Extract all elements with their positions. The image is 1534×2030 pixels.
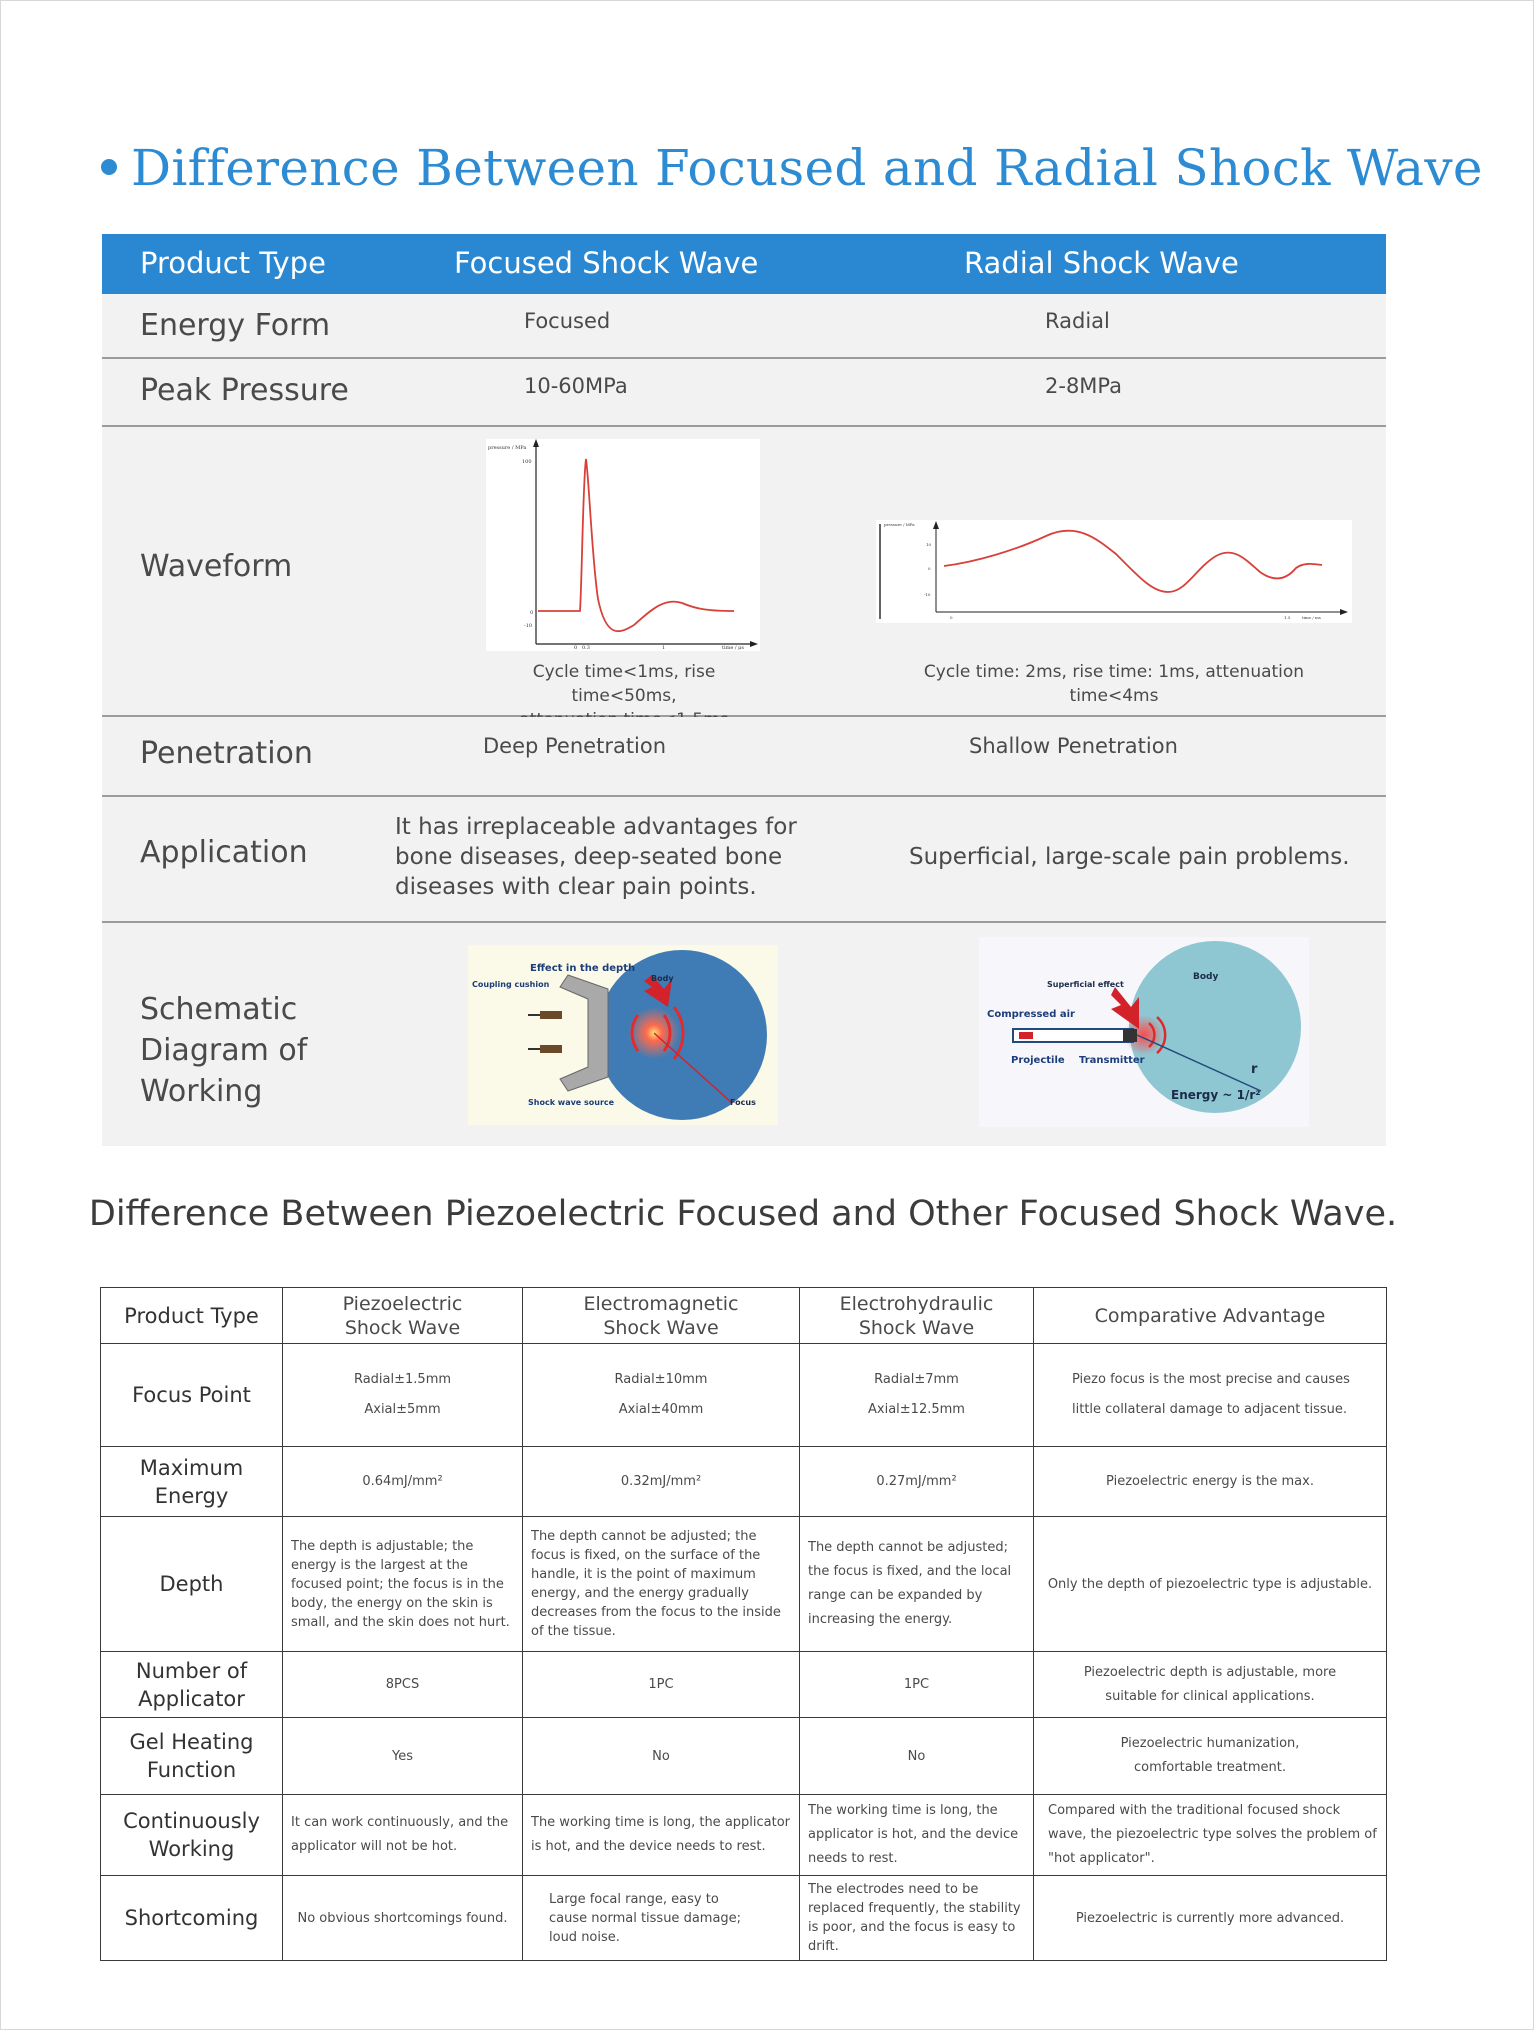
radial-x-tick: 1.5 [1284, 615, 1291, 620]
table-cell: 0.27mJ/mm² [800, 1447, 1034, 1517]
cell-radial: Radial [1045, 309, 1110, 333]
table-row [101, 1517, 1387, 1652]
cell-line: Radial±10mm [614, 1372, 708, 1387]
diagram-label: Energy ~ 1/r² [1171, 1088, 1261, 1102]
cell-focused: 10-60MPa [524, 374, 628, 398]
label-line: Applicator [138, 1686, 245, 1711]
row-label: Focus Point [101, 1344, 283, 1447]
table-row [101, 1652, 1387, 1718]
radial-y-tick: 0 [928, 566, 931, 571]
table-cell [523, 1344, 800, 1447]
radial-schematic-svg [979, 937, 1309, 1127]
table-cell: 1PC [800, 1652, 1034, 1718]
table-cell: The depth cannot be adjusted; the focus is fixed, on the surface of the handle, it is the point of maximum energy, and the energy gradually decreases from the focus to the inside of the tissue. [523, 1517, 800, 1652]
row-application [102, 797, 1386, 923]
focused-waveform-svg [486, 439, 760, 651]
table-cell: Piezoelectric depth is adjustable, more suitable for clinical applications. [1034, 1652, 1387, 1718]
table-cell: Piezoelectric humanization, comfortable treatment. [1034, 1718, 1387, 1795]
radial-waveform-caption: Cycle time: 2ms, rise time: 1ms, attenuation time<4ms [923, 662, 1305, 706]
cell-radial: Superficial, large-scale pain problems. [909, 844, 1350, 870]
row-label: Maximum Energy [101, 1447, 283, 1517]
header-line: Electrohydraulic [839, 1292, 994, 1315]
cell-focused [395, 812, 797, 902]
table-cell: Piezoelectric is currently more advanced. [1034, 1876, 1387, 1961]
row-schematic [102, 923, 1386, 1146]
diagram-label: Shock wave source [528, 1098, 615, 1107]
header-cell [283, 1288, 523, 1344]
table-cell: The depth is adjustable; the energy is the largest at the focused point; the focus is in the body, the energy on the skin is small, and the skin does not hurt. [283, 1517, 523, 1652]
table-row [101, 1447, 1387, 1517]
label-line: Schematic [140, 992, 298, 1027]
focused-vs-radial-table [102, 234, 1386, 1146]
caption-line: Cycle time<1ms, rise time<50ms, [532, 662, 716, 706]
focused-schematic-diagram [468, 945, 778, 1125]
row-peak-pressure [102, 359, 1386, 427]
row-label: Peak Pressure [140, 373, 349, 408]
section-subtitle: Difference Between Piezoelectric Focused and Other Focused Shock Wave. [88, 1194, 1398, 1234]
table-cell: 1PC [523, 1652, 800, 1718]
table-cell: The depth cannot be adjusted; the focus is fixed, and the local range can be expanded by increasing the energy. [800, 1517, 1034, 1652]
focused-schematic-svg [468, 945, 778, 1125]
table-row [101, 1288, 1387, 1344]
row-energy-form [102, 294, 1386, 359]
focused-x-label: time / μs [722, 645, 744, 651]
row-label: Depth [101, 1517, 283, 1652]
radial-y-tick: 10 [926, 542, 932, 547]
header-cell: Comparative Advantage [1034, 1288, 1387, 1344]
diagram-label: Coupling cushion [472, 980, 550, 989]
label-line: Working [148, 1837, 235, 1861]
table-header [102, 234, 1386, 294]
row-label [101, 1652, 283, 1718]
cell-radial: Shallow Penetration [969, 734, 1178, 758]
focused-x-tick: 1 [662, 645, 666, 651]
table-cell: Yes [283, 1718, 523, 1795]
table-cell: It can work continuously, and the applicator will not be hot. [283, 1795, 523, 1876]
table-cell [800, 1344, 1034, 1447]
cell-line: Axial±40mm [618, 1402, 704, 1417]
bullet-icon [101, 159, 117, 175]
row-label [101, 1795, 283, 1876]
table-cell: The working time is long, the applicator is hot, and the device needs to rest. [523, 1795, 800, 1876]
row-label: Waveform [140, 549, 293, 584]
header-cell [800, 1288, 1034, 1344]
diagram-label: Compressed air [987, 1009, 1075, 1020]
radial-waveform-svg [876, 520, 1352, 623]
focused-x-tick: 0 [574, 645, 578, 651]
row-label [140, 989, 307, 1112]
table-cell: Piezo focus is the most precise and causes little collateral damage to adjacent tissue. [1034, 1344, 1387, 1447]
focused-y-label: pressure / MPa [488, 445, 527, 451]
header-line: Electromagnetic [583, 1292, 739, 1315]
table-cell: 8PCS [283, 1652, 523, 1718]
row-penetration [102, 717, 1386, 797]
piezo-comparison-table [100, 1287, 1387, 1961]
label-line: Working [140, 1074, 263, 1109]
table-cell: Piezoelectric energy is the max. [1034, 1447, 1387, 1517]
radial-wave-line [944, 531, 1322, 592]
row-label: Application [140, 835, 308, 870]
diagram-label: Body [1193, 972, 1219, 982]
table-cell: 0.32mJ/mm² [523, 1447, 800, 1517]
table-cell: Compared with the traditional focused shock wave, the piezoelectric type solves the problem of "hot applicator". [1034, 1795, 1387, 1876]
cell-line: Axial±12.5mm [868, 1402, 965, 1417]
row-waveform [102, 427, 1386, 717]
cell-focused: Deep Penetration [483, 734, 667, 758]
header-focused: Focused Shock Wave [454, 246, 759, 280]
table-row [101, 1344, 1387, 1447]
table-row [101, 1876, 1387, 1961]
page-title [101, 139, 1483, 197]
diagram-label: r [1251, 1062, 1258, 1077]
table-row [101, 1718, 1387, 1795]
header-line: Piezoelectric [342, 1292, 463, 1315]
header-line: Shock Wave [603, 1316, 719, 1339]
header-cell [523, 1288, 800, 1344]
diagram-label: Focus [730, 1098, 756, 1107]
table-cell: No [523, 1718, 800, 1795]
row-label: Energy Form [140, 308, 331, 343]
table-cell [283, 1344, 523, 1447]
table-cell: The electrodes need to be replaced frequently, the stability is poor, and the focus is easy to drift. [800, 1876, 1034, 1961]
table-cell: The working time is long, the applicator is hot, and the device needs to rest. [800, 1795, 1034, 1876]
table-row [101, 1795, 1387, 1876]
header-line: Shock Wave [858, 1316, 975, 1339]
label-line: Continuously [123, 1809, 260, 1833]
row-label [101, 1718, 283, 1795]
page-title-text: Difference Between Focused and Radial Shock Wave [131, 139, 1483, 197]
header-line: Shock Wave [344, 1316, 461, 1339]
radial-schematic-diagram [979, 937, 1309, 1127]
radial-x-label: time / ms [1302, 615, 1321, 620]
row-label: Shortcoming [101, 1876, 283, 1961]
cell-focused: Focused [524, 309, 611, 333]
diagram-label: Superficial effect [1047, 980, 1124, 989]
para-line: It has irreplaceable advantages for [395, 814, 797, 840]
radial-y-tick: -10 [924, 592, 931, 597]
cell-line: Radial±7mm [874, 1372, 959, 1387]
cell-line: Radial±1.5mm [353, 1372, 452, 1387]
cell-line: Axial±5mm [364, 1402, 441, 1417]
table-cell: Only the depth of piezoelectric type is adjustable. [1034, 1517, 1387, 1652]
radial-x-tick: 0 [950, 615, 953, 620]
para-line: bone diseases, deep-seated bone [395, 844, 783, 870]
radial-waveform-graph [876, 520, 1352, 623]
diagram-label: Projectile [1011, 1055, 1065, 1066]
row-label: Penetration [140, 736, 313, 771]
table-cell: 0.64mJ/mm² [283, 1447, 523, 1517]
diagram-label: Effect in the depth [530, 963, 636, 974]
table-cell: No obvious shortcomings found. [283, 1876, 523, 1961]
radial-y-label: pressure / MPa [884, 522, 915, 527]
header-cell: Product Type [101, 1288, 283, 1344]
para-line: diseases with clear pain points. [395, 874, 757, 900]
focused-y-tick: 0 [530, 610, 534, 616]
focused-x-tick: 0.3 [582, 645, 590, 651]
label-line: Diagram of [140, 1033, 308, 1068]
label-line: Gel Heating [129, 1730, 254, 1754]
focused-waveform-graph [486, 439, 760, 651]
header-radial: Radial Shock Wave [964, 246, 1239, 280]
focused-y-tick: 100 [522, 459, 532, 465]
label-line: Function [146, 1758, 237, 1782]
table-cell: No [800, 1718, 1034, 1795]
diagram-label: Transmitter [1079, 1055, 1145, 1066]
cell-radial: 2-8MPa [1045, 374, 1123, 398]
table-cell: Large focal range, easy to cause normal tissue damage; loud noise. [523, 1876, 800, 1961]
header-product-type: Product Type [140, 246, 326, 280]
focused-y-tick: -10 [524, 623, 533, 629]
diagram-label: Body [651, 974, 674, 983]
focused-wave-line [538, 459, 734, 631]
label-line: Number of [135, 1658, 248, 1683]
